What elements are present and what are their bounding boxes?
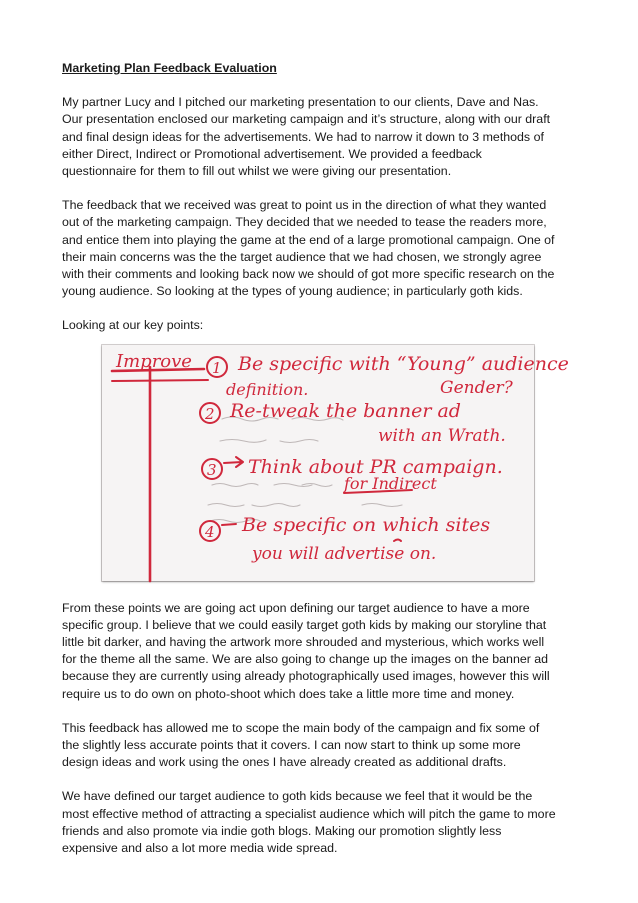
text-line: Our presentation enclosed our marketing campaign and it’s structure, along with our draft xyxy=(62,112,551,127)
note-item-1-line1: Be specific with “Young” audience xyxy=(238,352,569,375)
text-line: The feedback that we received was great to point us in the direction of what they wanted xyxy=(62,198,547,213)
text-line: specific group. I believe that we could easily target goth kids by making our storyline that xyxy=(62,617,547,632)
paragraph-key-points xyxy=(62,317,582,334)
text-line: friends and also promote via indie goth blogs. Making our promotion slightly less xyxy=(62,823,502,838)
handwritten-notes-drawing xyxy=(102,345,569,581)
note-item-2-line2: with an Wrath. xyxy=(378,425,506,446)
note-item-4-line2: you will advertise on. xyxy=(252,543,437,564)
paragraph-audience xyxy=(62,788,582,857)
note-number-3: 3 xyxy=(207,460,217,479)
handwritten-notes-image xyxy=(102,345,569,581)
text-line: require us to do own on photo-shoot which does take a little more time and money. xyxy=(62,686,515,701)
text-line: their main concerns was the the target audience that we had chosen, we strongly agree xyxy=(62,249,542,264)
text-line: most effective method of attracting a specialist audience which will pitch the game to more xyxy=(62,806,556,821)
text-line: either Direct, Indirect or Promotional advertisement. We provided a feedback xyxy=(62,146,482,161)
note-item-2-line1: Re-tweak the banner ad xyxy=(230,399,461,422)
note-item-3-line2: for Indirect xyxy=(344,473,437,493)
text-line: From these points we are going act upon defining our target audience to have a more xyxy=(62,600,530,615)
document-page xyxy=(62,60,582,874)
text-line: Looking at our key points: xyxy=(62,318,204,333)
text-line: questionnaire for them to fill out whilst we were giving our presentation. xyxy=(62,164,452,179)
note-number-1: 1 xyxy=(212,358,222,377)
note-item-1-aside: Gender? xyxy=(440,377,513,398)
text-line: because they are currently using already photographically used images, however this will xyxy=(62,669,550,684)
text-line: out of the marketing campaign. They decided that we needed to tease the readers more, xyxy=(62,215,547,230)
paragraph-intro xyxy=(62,94,582,180)
text-line: for the theme all the same. We are also going to change up the images on the banner ad xyxy=(62,652,549,667)
text-line: expensive and also a lot more media wide spread. xyxy=(62,841,338,856)
note-item-4-line1: Be specific on which sites xyxy=(242,513,491,536)
red-ink-text xyxy=(115,351,569,564)
text-line: This feedback has allowed me to scope the main body of the campaign and fix some of xyxy=(62,720,540,735)
text-line: design ideas and work using the ones I have already created as additional drafts. xyxy=(62,755,507,770)
note-item-3-line1: Think about PR campaign. xyxy=(248,455,503,478)
text-line: with their comments and looking back now we should of got more specific research on the xyxy=(62,267,555,282)
text-line: little bit darker, and having the artwork more shrouded and mysterious, which works well xyxy=(62,635,545,650)
document-title: Marketing Plan Feedback Evaluation xyxy=(62,61,277,75)
paragraph-actions xyxy=(62,600,582,703)
text-line: and final design ideas for the advertisements. We had to narrow it down to 3 methods of xyxy=(62,129,544,144)
notes-figure-wrapper xyxy=(62,345,582,589)
text-line: My partner Lucy and I pitched our marketing presentation to our clients, Dave and Nas. xyxy=(62,95,539,110)
text-line: young audience. So looking at the types of young audience; in particularly goth kids. xyxy=(62,284,523,299)
notes-heading: Improve xyxy=(116,350,192,372)
text-line: the slightly less accurate points that it covers. I can now start to think up some more xyxy=(62,738,521,753)
note-number-4: 4 xyxy=(205,522,215,541)
note-item-1-line2: definition. xyxy=(226,379,309,399)
note-number-2: 2 xyxy=(205,404,215,423)
text-line: We have defined our target audience to goth kids because we feel that it would be the xyxy=(62,789,533,804)
text-line: and entice them into playing the game at the end of a large promotional campaign. One of xyxy=(62,232,555,247)
paragraph-scope xyxy=(62,720,582,772)
paragraph-feedback xyxy=(62,197,582,300)
